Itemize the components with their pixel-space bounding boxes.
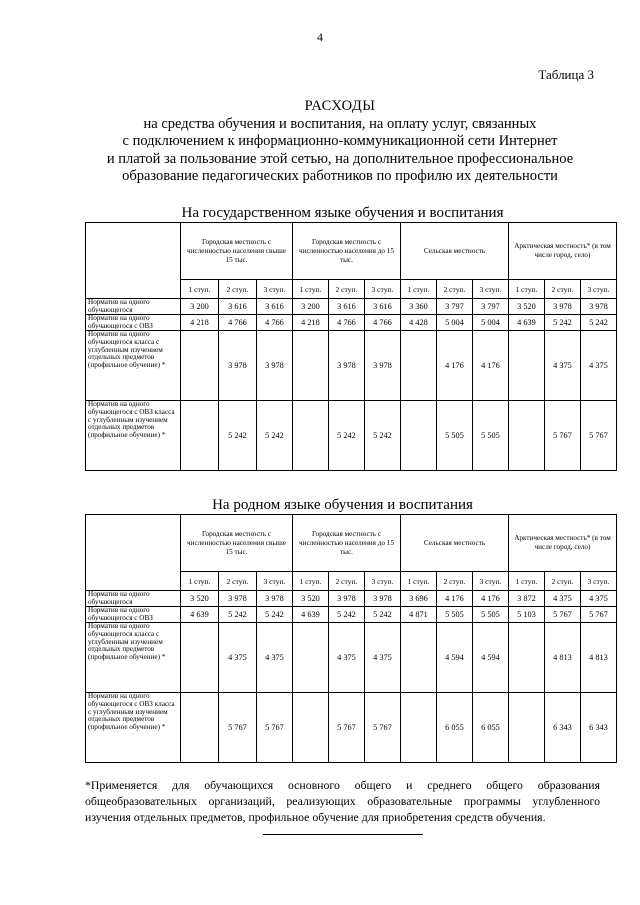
value-cell: 3 797 — [473, 299, 509, 315]
expenses-table-state-language — [85, 222, 617, 471]
value-cell: 3 978 — [219, 591, 257, 607]
step-header: 2 ступ. — [329, 572, 365, 591]
value-cell: 3 616 — [219, 299, 257, 315]
step-header: 3 ступ. — [257, 280, 293, 299]
value-cell: 3 978 — [329, 591, 365, 607]
section-title-state-language: На государственном языке обучения и воспитания — [181, 205, 504, 221]
end-divider — [263, 834, 423, 835]
value-cell — [181, 693, 219, 763]
value-cell: 3 520 — [509, 299, 545, 315]
value-cell: 5 505 — [473, 401, 509, 471]
corner-cell — [86, 515, 181, 591]
group-header: Городская местность с численностью населения до 15 тыс. — [293, 223, 401, 280]
value-cell: 5 242 — [329, 607, 365, 623]
value-cell — [509, 401, 545, 471]
step-header: 1 ступ. — [401, 572, 437, 591]
group-header: Городская местность с численностью населения до 15 тыс. — [293, 515, 401, 572]
group-header: Сельская местность — [401, 515, 509, 572]
value-cell: 4 375 — [545, 331, 581, 401]
section-title-native-language: На родном языке обучения и воспитания — [212, 497, 473, 513]
table-row — [86, 299, 617, 315]
value-cell: 5 767 — [581, 607, 617, 623]
value-cell: 5 767 — [545, 607, 581, 623]
value-cell: 3 696 — [401, 591, 437, 607]
step-header: 3 ступ. — [473, 280, 509, 299]
step-header: 3 ступ. — [581, 280, 617, 299]
row-label: Норматив на одного обучающегося с ОВЗ — [86, 607, 181, 623]
value-cell: 3 978 — [365, 591, 401, 607]
value-cell: 3 616 — [329, 299, 365, 315]
row-label: Норматив на одного обучающегося с ОВЗ — [86, 315, 181, 331]
heading-line: с подключением к информационно-коммуникационной сети Интернет — [122, 133, 558, 149]
value-cell: 3 978 — [257, 331, 293, 401]
value-cell: 5 767 — [365, 693, 401, 763]
value-cell: 3 520 — [293, 591, 329, 607]
expenses-table-native-language — [85, 514, 617, 763]
value-cell: 5 767 — [219, 693, 257, 763]
value-cell: 6 055 — [473, 693, 509, 763]
value-cell: 3 360 — [401, 299, 437, 315]
value-cell: 5 505 — [473, 607, 509, 623]
heading-title: РАСХОДЫ — [304, 98, 376, 114]
value-cell: 4 813 — [581, 623, 617, 693]
page-number: 4 — [317, 30, 323, 44]
value-cell: 6 343 — [581, 693, 617, 763]
group-header: Городская местность с численностью населения свыше 15 тыс. — [181, 515, 293, 572]
value-cell: 4 766 — [329, 315, 365, 331]
step-header: 1 ступ. — [293, 280, 329, 299]
step-header: 3 ступ. — [581, 572, 617, 591]
value-cell: 4 639 — [293, 607, 329, 623]
value-cell: 3 872 — [509, 591, 545, 607]
value-cell: 5 242 — [219, 607, 257, 623]
value-cell: 4 375 — [219, 623, 257, 693]
value-cell — [293, 623, 329, 693]
value-cell: 5 242 — [219, 401, 257, 471]
value-cell: 3 978 — [545, 299, 581, 315]
step-header: 1 ступ. — [401, 280, 437, 299]
table-row — [86, 607, 617, 623]
table-row — [86, 401, 617, 471]
value-cell: 4 375 — [365, 623, 401, 693]
value-cell: 4 594 — [437, 623, 473, 693]
value-cell: 4 871 — [401, 607, 437, 623]
value-cell: 4 375 — [581, 331, 617, 401]
value-cell: 4 594 — [473, 623, 509, 693]
value-cell: 5 767 — [329, 693, 365, 763]
step-header: 2 ступ. — [545, 572, 581, 591]
value-cell: 5 767 — [545, 401, 581, 471]
table-label: Таблица 3 — [538, 67, 594, 82]
group-header: Арктическая местность* (в том числе город, село) — [509, 223, 617, 280]
value-cell — [509, 623, 545, 693]
step-header: 1 ступ. — [181, 280, 219, 299]
table-row — [86, 591, 617, 607]
value-cell: 4 218 — [181, 315, 219, 331]
step-header: 1 ступ. — [293, 572, 329, 591]
step-header: 2 ступ. — [545, 280, 581, 299]
value-cell: 4 639 — [181, 607, 219, 623]
value-cell: 5 004 — [473, 315, 509, 331]
value-cell: 5 242 — [257, 401, 293, 471]
heading-line: и платой за пользование этой сетью, на дополнительное профессиональное — [106, 150, 574, 167]
footnote: *Применяется для обучающихся основного общего и среднего общего образования общеобразовательных организаций, реализующих образовательные программы углубленного изучения отдельных предметов, профильное обучение для приобретения средств обучения. — [85, 778, 600, 824]
value-cell: 3 520 — [181, 591, 219, 607]
value-cell: 4 375 — [329, 623, 365, 693]
value-cell — [401, 623, 437, 693]
value-cell: 5 103 — [509, 607, 545, 623]
value-cell: 3 978 — [257, 591, 293, 607]
value-cell: 3 616 — [257, 299, 293, 315]
value-cell: 3 200 — [293, 299, 329, 315]
step-header: 2 ступ. — [437, 280, 473, 299]
value-cell: 4 375 — [545, 591, 581, 607]
value-cell: 4 813 — [545, 623, 581, 693]
step-header: 2 ступ. — [437, 572, 473, 591]
corner-cell — [86, 223, 181, 299]
value-cell: 4 766 — [219, 315, 257, 331]
value-cell: 4 176 — [437, 331, 473, 401]
value-cell — [509, 331, 545, 401]
row-label: Норматив на одного обучающегося класса с углубленным изучением отдельных предметов (профильное обучение) * — [86, 331, 181, 401]
value-cell: 5 004 — [437, 315, 473, 331]
table-row — [86, 331, 617, 401]
value-cell: 3 978 — [329, 331, 365, 401]
value-cell: 3 616 — [365, 299, 401, 315]
value-cell — [401, 331, 437, 401]
value-cell: 6 055 — [437, 693, 473, 763]
value-cell: 4 375 — [581, 591, 617, 607]
row-label: Норматив на одного обучающегося с ОВЗ класса с углубленным изучением отдельных предметов (профильное обучение) * — [86, 401, 181, 471]
value-cell: 3 978 — [581, 299, 617, 315]
value-cell — [509, 693, 545, 763]
step-header: 1 ступ. — [509, 280, 545, 299]
value-cell: 5 767 — [581, 401, 617, 471]
step-header: 2 ступ. — [219, 572, 257, 591]
value-cell: 5 242 — [581, 315, 617, 331]
value-cell: 5 505 — [437, 607, 473, 623]
row-label: Норматив на одного обучающегося класса с углубленным изучением отдельных предметов (профильное обучение) * — [86, 623, 181, 693]
group-header: Арктическая местность* (в том числе город, село) — [509, 515, 617, 572]
value-cell: 4 176 — [473, 591, 509, 607]
value-cell: 4 176 — [473, 331, 509, 401]
value-cell — [181, 401, 219, 471]
group-header: Сельская местность — [401, 223, 509, 280]
step-header: 1 ступ. — [181, 572, 219, 591]
value-cell: 5 242 — [365, 607, 401, 623]
table-row — [86, 315, 617, 331]
value-cell: 3 797 — [437, 299, 473, 315]
value-cell: 4 218 — [293, 315, 329, 331]
value-cell — [181, 623, 219, 693]
value-cell: 5 242 — [257, 607, 293, 623]
row-label: Норматив на одного обучающегося — [86, 591, 181, 607]
value-cell — [401, 693, 437, 763]
value-cell — [293, 331, 329, 401]
value-cell: 5 242 — [545, 315, 581, 331]
value-cell: 6 343 — [545, 693, 581, 763]
table-row — [86, 693, 617, 763]
value-cell: 5 242 — [329, 401, 365, 471]
group-header: Городская местность с численностью населения свыше 15 тыс. — [181, 223, 293, 280]
value-cell: 4 375 — [257, 623, 293, 693]
heading-line: на средства обучения и воспитания, на оплату услуг, связанных — [143, 115, 537, 132]
row-label: Норматив на одного обучающегося с ОВЗ класса с углубленным изучением отдельных предметов (профильное обучение) * — [86, 693, 181, 763]
value-cell: 4 428 — [401, 315, 437, 331]
heading-line: образование педагогических работников по профилю их деятельности — [122, 168, 558, 184]
value-cell: 5 505 — [437, 401, 473, 471]
value-cell: 4 766 — [365, 315, 401, 331]
step-header: 2 ступ. — [219, 280, 257, 299]
step-header: 3 ступ. — [365, 280, 401, 299]
value-cell: 3 978 — [365, 331, 401, 401]
step-header: 3 ступ. — [257, 572, 293, 591]
step-header: 3 ступ. — [473, 572, 509, 591]
value-cell: 4 766 — [257, 315, 293, 331]
value-cell: 5 242 — [365, 401, 401, 471]
value-cell: 4 639 — [509, 315, 545, 331]
value-cell — [181, 331, 219, 401]
document-heading — [40, 98, 640, 186]
value-cell: 3 978 — [219, 331, 257, 401]
value-cell: 4 176 — [437, 591, 473, 607]
value-cell — [293, 693, 329, 763]
value-cell: 3 200 — [181, 299, 219, 315]
value-cell — [401, 401, 437, 471]
step-header: 3 ступ. — [365, 572, 401, 591]
row-label: Норматив на одного обучающегося — [86, 299, 181, 315]
value-cell — [293, 401, 329, 471]
step-header: 2 ступ. — [329, 280, 365, 299]
value-cell: 5 767 — [257, 693, 293, 763]
step-header: 1 ступ. — [509, 572, 545, 591]
table-row — [86, 623, 617, 693]
